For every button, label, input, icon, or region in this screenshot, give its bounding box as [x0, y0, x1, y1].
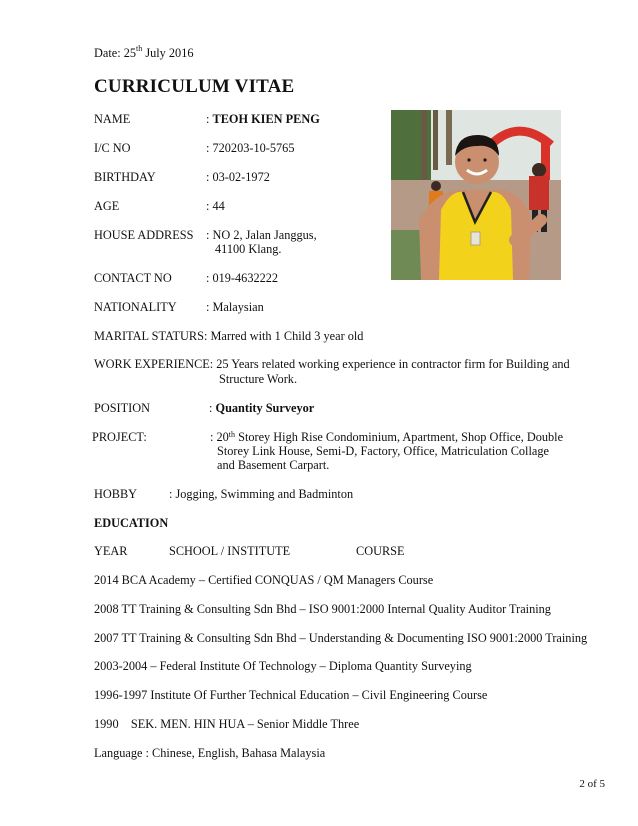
- page-number: 2 of 5: [579, 778, 605, 790]
- name-label: NAME: [94, 112, 131, 126]
- position-value: : Quantity Surveyor: [209, 401, 315, 415]
- education-col-year: YEAR: [94, 544, 128, 558]
- languages: Language : Chinese, English, Bahasa Malaysia: [94, 746, 326, 760]
- nationality-label: NATIONALITY: [94, 300, 177, 314]
- education-row: 1990 SEK. MEN. HIN HUA – Senior Middle Three: [94, 717, 360, 731]
- page-title: CURRICULUM VITAE: [94, 76, 295, 97]
- address-line-1: : NO 2, Jalan Janggus,: [206, 228, 317, 242]
- education-row: 2007 TT Training & Consulting Sdn Bhd – Understanding & Documenting ISO 9001:2000 Training: [94, 631, 588, 645]
- birthday-value: : 03-02-1972: [206, 170, 270, 184]
- ic-value: : 720203-10-5765: [206, 141, 295, 155]
- education-col-school: SCHOOL / INSTITUTE: [169, 544, 291, 558]
- marital-status: MARITAL STATURS: Marred with 1 Child 3 year old: [94, 329, 364, 343]
- hobby-value: : Jogging, Swimming and Badminton: [169, 487, 354, 501]
- age-value: : 44: [206, 199, 225, 213]
- project-line-3: and Basement Carpart.: [217, 458, 330, 472]
- nationality-value: : Malaysian: [206, 300, 264, 314]
- project-line-2: Storey Link House, Semi-D, Factory, Office, Matriculation Collage: [217, 444, 549, 458]
- ic-label: I/C NO: [94, 141, 131, 155]
- contact-label: CONTACT NO: [94, 271, 172, 285]
- contact-value: : 019-4632222: [206, 271, 279, 285]
- address-label: HOUSE ADDRESS: [94, 228, 194, 242]
- education-row: 2003-2004 – Federal Institute Of Technology – Diploma Quantity Surveying: [94, 659, 472, 673]
- education-heading: EDUCATION: [94, 516, 169, 530]
- work-experience-line-2: Structure Work.: [219, 372, 298, 386]
- age-label: AGE: [94, 199, 120, 213]
- education-row: 2008 TT Training & Consulting Sdn Bhd – ISO 9001:2000 Internal Quality Auditor Training: [94, 602, 551, 616]
- education-col-course: COURSE: [356, 544, 405, 558]
- work-experience-line-1: WORK EXPERIENCE: 25 Years related working experience in contractor firm for Building and: [94, 357, 570, 371]
- position-label: POSITION: [94, 401, 151, 415]
- hobby-label: HOBBY: [94, 487, 138, 501]
- name-value: : TEOH KIEN PENG: [206, 112, 320, 126]
- project-line-1: : 20th Storey High Rise Condominium, Apartment, Shop Office, Double: [210, 430, 564, 444]
- birthday-label: BIRTHDAY: [94, 170, 156, 184]
- education-row: 1996-1997 Institute Of Further Technical Education – Civil Engineering Course: [94, 688, 488, 702]
- profile-photo: [391, 110, 561, 280]
- education-row: 2014 BCA Academy – Certified CONQUAS / QM Managers Course: [94, 573, 434, 587]
- document-date: Date: 25th July 2016: [94, 43, 194, 60]
- address-line-2: 41100 Klang.: [215, 242, 282, 256]
- project-label: PROJECT:: [92, 430, 147, 444]
